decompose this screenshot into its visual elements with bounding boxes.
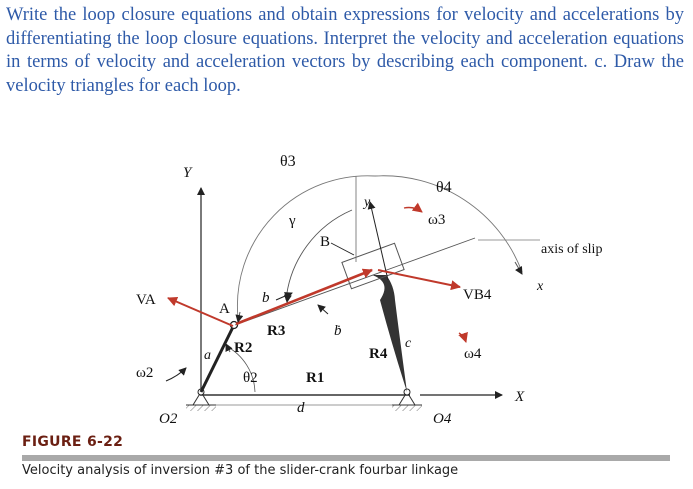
label-x: x [537, 279, 544, 294]
label-theta4: θ4 [436, 179, 452, 196]
label-b-dot: ḃ [334, 323, 342, 339]
label-B: B [320, 234, 331, 250]
label-X: X [515, 389, 525, 405]
label-d: d [297, 400, 305, 416]
label-a: a [204, 348, 211, 363]
label-c: c [405, 336, 412, 351]
label-A: A [219, 301, 230, 317]
omega2-arc [166, 368, 186, 381]
local-y-axis [370, 202, 388, 280]
ground-pivot-o2 [186, 389, 216, 411]
label-b: b [262, 290, 270, 306]
label-gamma: γ [289, 213, 296, 229]
label-Y: Y [183, 165, 192, 181]
label-R2: R2 [234, 340, 253, 356]
b-arrow [276, 293, 292, 300]
vector-r3 [236, 270, 372, 324]
omega3-arrow [404, 208, 422, 213]
label-R4: R4 [369, 346, 388, 362]
figure-caption-title: FIGURE 6-22 [22, 434, 124, 450]
b-label-arrow [331, 243, 354, 255]
label-R1: R1 [306, 370, 325, 386]
label-omega3: ω3 [428, 212, 446, 228]
label-vb4: VB4 [463, 287, 492, 303]
label-O2: O2 [159, 411, 178, 427]
figure-caption-text: Velocity analysis of inversion #3 of the slider-crank fourbar linkage [22, 463, 459, 478]
label-va: VA [136, 292, 156, 308]
b-dot-arrow [318, 305, 328, 314]
caption-divider [22, 455, 670, 461]
label-omega4: ω4 [464, 346, 482, 362]
label-y: y [364, 195, 371, 210]
axis-of-slip-line [235, 238, 475, 325]
label-O4: O4 [433, 411, 452, 427]
slider-block [342, 243, 404, 288]
label-R3: R3 [267, 323, 286, 339]
ground-pivot-o4 [392, 389, 422, 411]
label-theta3: θ3 [280, 153, 296, 170]
label-omega2: ω2 [136, 365, 154, 381]
link-4 [372, 275, 407, 392]
label-axis-of-slip: axis of slip [541, 242, 603, 257]
omega4-arrow [459, 333, 466, 342]
label-theta2: θ2 [243, 370, 258, 386]
question-text: Write the loop closure equations and obtain expressions for velocity and accelerations by differentiating the loop closure equations. Interpret the velocity and acceleration equations in terms of velocity and acceleration vectors by describing each component. c. Draw the velocity triangles for each loop. [6, 5, 684, 96]
